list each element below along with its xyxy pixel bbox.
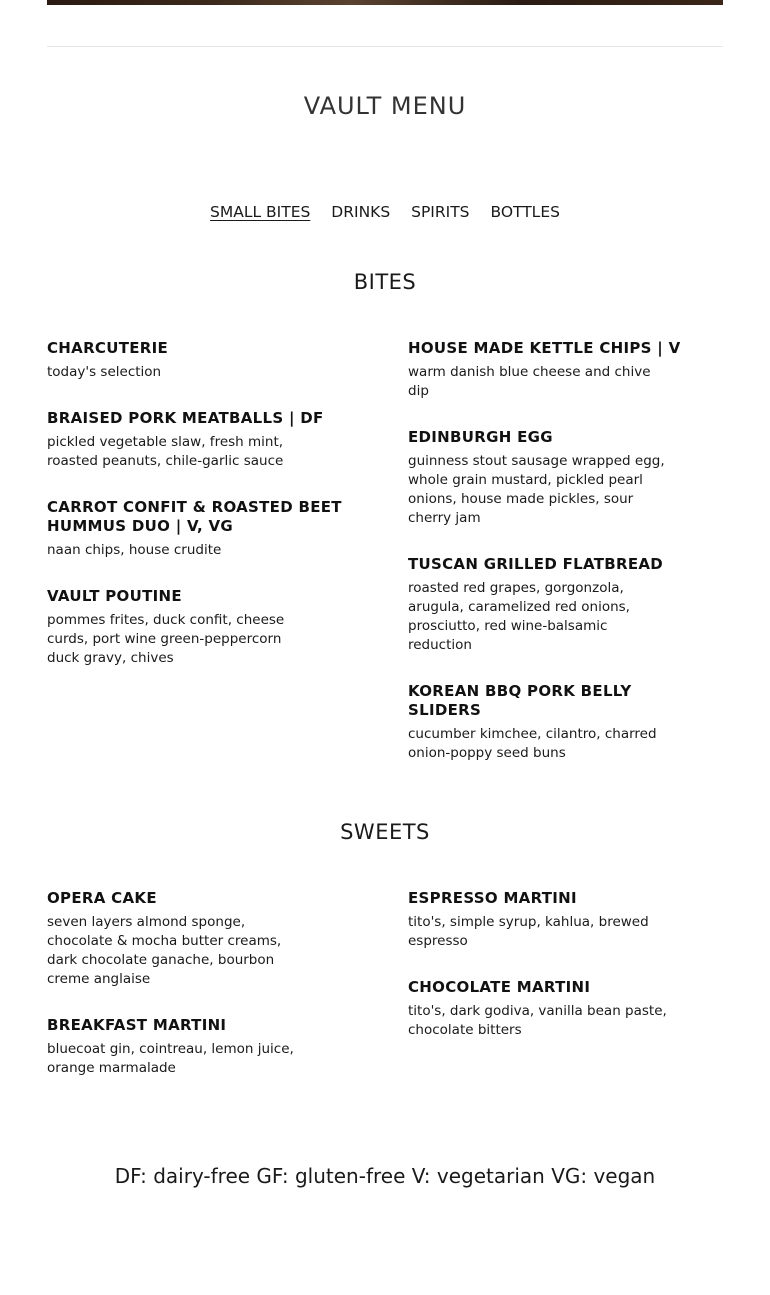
section-title-bites: BITES xyxy=(353,270,417,294)
menu-item xyxy=(47,889,347,989)
menu-tabs xyxy=(0,203,770,221)
menu-item-name: BREAKFAST MARTINI xyxy=(47,1016,227,1034)
menu-item xyxy=(47,1016,347,1078)
menu-item-name: EDINBURGH EGG xyxy=(408,428,553,446)
tab-spirits[interactable]: SPIRITS xyxy=(411,203,470,221)
menu-item-desc: roasted red grapes, gorgonzola, arugula, caramelized red onions, prosciutto, red wine-balsamic reduction xyxy=(408,580,630,653)
menu-item xyxy=(47,409,347,471)
page-title: VAULT MENU xyxy=(303,92,467,120)
menu-item-desc: pommes frites, duck confit, cheese curds, port wine green-peppercorn duck gravy, chives xyxy=(47,612,285,666)
menu-item xyxy=(47,587,347,668)
menu-item-name: OPERA CAKE xyxy=(47,889,157,907)
menu-item-desc: naan chips, house crudite xyxy=(47,542,222,558)
menu-item-desc: tito's, dark godiva, vanilla bean paste, chocolate bitters xyxy=(408,1003,667,1038)
menu-item xyxy=(408,339,698,401)
menu-item xyxy=(47,339,347,382)
dietary-legend: DF: dairy-free GF: gluten-free V: vegetarian VG: vegan xyxy=(114,1164,656,1188)
bites-right-column xyxy=(408,339,698,790)
menu-item-desc: tito's, simple syrup, kahlua, brewed espresso xyxy=(408,914,649,949)
menu-item-name: BRAISED PORK MEATBALLS | DF xyxy=(47,409,324,427)
menu-item-desc: guinness stout sausage wrapped egg, whole grain mustard, pickled pearl onions, house made pickles, sour cherry jam xyxy=(408,453,665,526)
menu-item xyxy=(408,978,698,1040)
menu-item-desc: bluecoat gin, cointreau, lemon juice, orange marmalade xyxy=(47,1041,294,1076)
tab-small-bites[interactable]: SMALL BITES xyxy=(210,203,311,221)
menu-item-desc: cucumber kimchee, cilantro, charred onion-poppy seed buns xyxy=(408,726,657,761)
bites-left-column xyxy=(47,339,347,695)
sweets-left-column xyxy=(47,889,347,1105)
menu-item xyxy=(47,498,347,560)
hero-image-strip xyxy=(47,0,723,5)
menu-item-desc: warm danish blue cheese and chive dip xyxy=(408,364,651,399)
menu-item-name: CHOCOLATE MARTINI xyxy=(408,978,591,996)
menu-item-name: CHARCUTERIE xyxy=(47,339,169,357)
menu-item xyxy=(408,555,698,655)
menu-item-desc: today's selection xyxy=(47,364,162,380)
menu-item-name: KOREAN BBQ PORK BELLY SLIDERS xyxy=(408,682,632,719)
sweets-right-column xyxy=(408,889,698,1067)
menu-item-desc: seven layers almond sponge, chocolate & mocha butter creams, dark chocolate ganache, bourbon creme anglaise xyxy=(47,914,282,987)
tab-drinks[interactable]: DRINKS xyxy=(331,203,391,221)
divider xyxy=(47,46,723,47)
section-title-sweets: SWEETS xyxy=(340,820,430,844)
menu-item-desc: pickled vegetable slaw, fresh mint, roasted peanuts, chile-garlic sauce xyxy=(47,434,284,469)
menu-item xyxy=(408,428,698,528)
menu-item-name: HOUSE MADE KETTLE CHIPS | V xyxy=(408,339,681,357)
menu-item-name: TUSCAN GRILLED FLATBREAD xyxy=(408,555,664,573)
menu-item-name: VAULT POUTINE xyxy=(47,587,182,605)
menu-item xyxy=(408,889,698,951)
menu-item-name: CARROT CONFIT & ROASTED BEET HUMMUS DUO | V, VG xyxy=(47,498,342,535)
menu-item-name: ESPRESSO MARTINI xyxy=(408,889,577,907)
menu-item xyxy=(408,682,698,763)
tab-bottles[interactable]: BOTTLES xyxy=(490,203,560,221)
